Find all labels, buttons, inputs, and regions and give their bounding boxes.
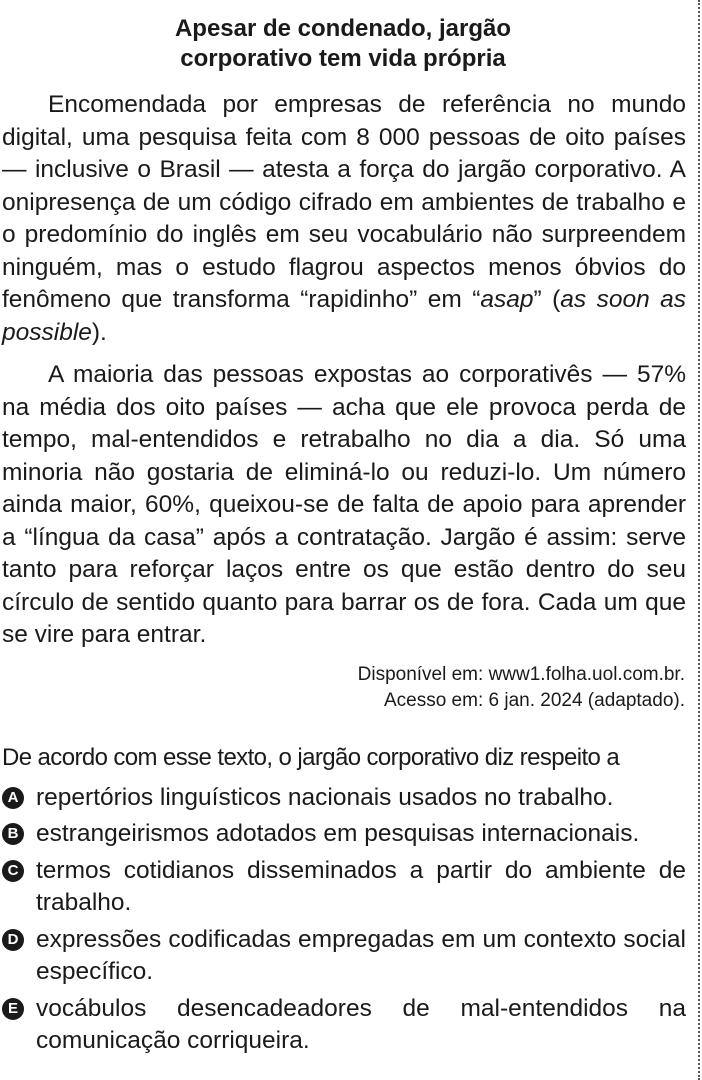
option-e-letter-badge: E <box>2 998 24 1020</box>
option-d[interactable] <box>2 924 686 989</box>
source-availability: Disponível em: www1.folha.uol.com.br. <box>357 663 685 685</box>
article-paragraph-2: A maioria das pessoas expostas ao corporativês — 57% na média dos oito países — acha que ele provoca perda de tempo, mal-entendidos e retrabalho no dia a dia. Só uma minoria não gostaria de eliminá-lo ou reduzi-lo. Um número ainda maior, 60%, queixou-se de falta de apoio para aprender a “língua da casa” após a contratação. Jargão é assim: serve tanto para reforçar laços entre os que estão dentro do seu círculo de sentido quanto para barrar os de fora. Cada um que se vire para entrar. <box>2 361 686 648</box>
page-edge-dotted-rule <box>698 0 700 1080</box>
option-c-letter-badge: C <box>2 860 24 882</box>
option-b[interactable] <box>2 818 686 851</box>
option-b-text: estrangeirismos adotados em pesquisas internacionais. <box>36 820 640 847</box>
article-paragraph-1 <box>0 89 686 349</box>
article-source <box>0 662 686 714</box>
paragraph-1-italic-asap: asap <box>480 286 534 313</box>
paragraph-1-text-2: ” ( <box>533 286 561 313</box>
option-a-text: repertórios linguísticos nacionais usados no trabalho. <box>36 783 614 811</box>
option-c-text: termos cotidianos disseminados a partir do ambiente de trabalho. <box>36 856 686 916</box>
option-d-text: expressões codificadas empregadas em um contexto social específico. <box>36 925 686 985</box>
option-d-letter-badge: D <box>2 929 24 951</box>
answer-options <box>0 782 686 1058</box>
option-e-text: vocábulos desencadeadores de mal-entendidos na comunicação corriqueira. <box>36 994 686 1054</box>
paragraph-1-italic-expansion: as soon as possible <box>2 286 686 346</box>
question-prompt: De acordo com esse texto, o jargão corporativo diz respeito a <box>2 743 620 771</box>
source-access-date: Acesso em: 6 jan. 2024 (adaptado). <box>383 689 685 711</box>
paragraph-1-text-3: ). <box>91 318 107 346</box>
option-a-letter-badge: A <box>2 787 24 809</box>
option-c[interactable] <box>2 855 686 920</box>
option-b-letter-badge: B <box>2 823 24 845</box>
article-title-line-1: Apesar de condenado, jargão <box>174 15 512 42</box>
article-title <box>0 14 686 74</box>
option-a[interactable] <box>2 782 686 815</box>
option-e[interactable] <box>2 993 686 1058</box>
paragraph-1-text: Encomendada por empresas de referência no mundo digital, uma pesquisa feita com 8 000 pessoas de oito países — inclusive o Brasil — atesta a força do jargão corporativo. A onipresença de um código cifrado em ambientes de trabalho e o predomínio do inglês em seu vocabulário não surpreendem ninguém, mas o estudo flagrou aspectos menos óbvios do fenômeno que transforma “rapidinho” em “ <box>2 91 686 313</box>
article-title-line-2: corporativo tem vida própria <box>180 45 506 72</box>
